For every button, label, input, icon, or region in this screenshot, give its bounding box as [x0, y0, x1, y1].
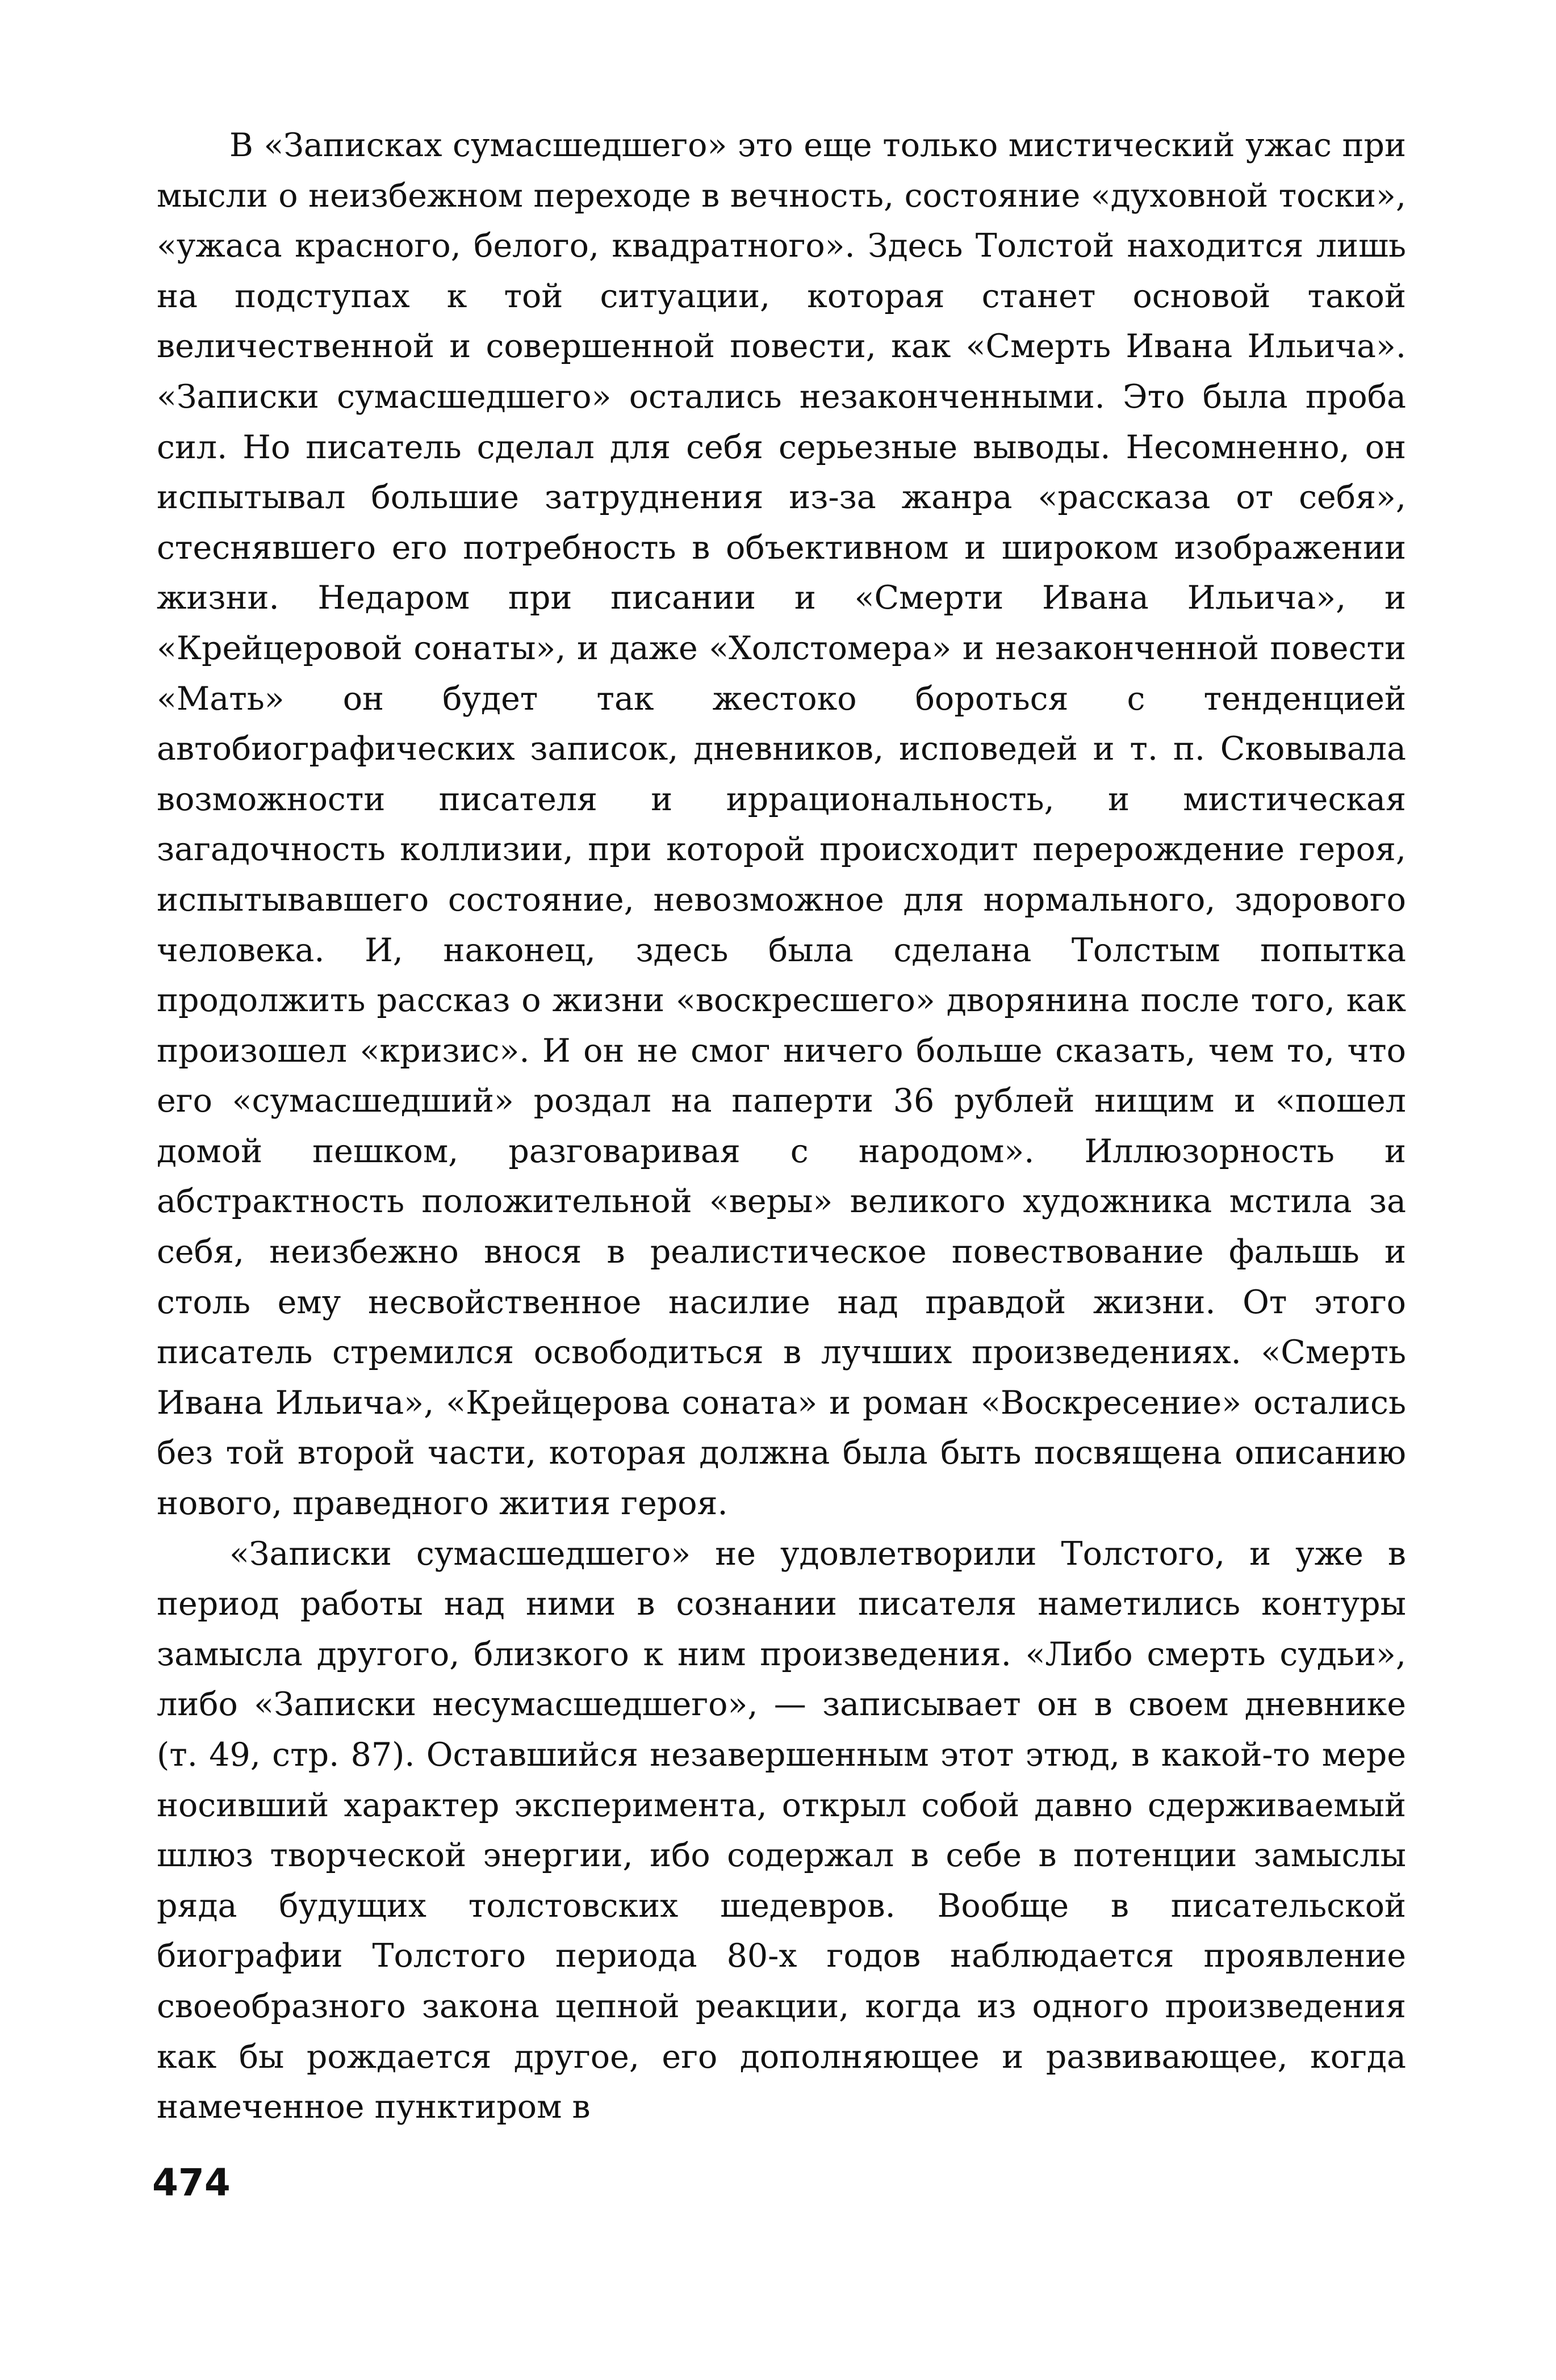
paragraph-2: «Записки сумасшедшего» не удовлетворили Толстого, и уже в период работы над ними в сознании писателя наметились контуры замысла другого, близкого к ним произведения. «Либо смерть судьи», либо «Записки несумасшедшего», — записывает он в своем дневнике (т. 49, стр. 87). Оставшийся незавершенным этот этюд, в какой-то мере носивший характер эксперимента, открыл собой давно сдерживаемый шлюз творческой энергии, ибо содержал в себе в потенции замыслы ряда будущих толстовских шедевров. Вообще в писательской биографии Толстого периода 80-х годов наблюдается проявление своеобразного закона цепной реакции, когда из одного произведения как бы рождается другое, его дополняющее и развивающее, когда намеченное пунктиром в: [157, 1535, 1406, 2126]
paragraph-1: В «Записках сумасшедшего» это еще только мистический ужас при мысли о неизбежном переходе в вечность, состояние «духовной тоски», «ужаса красного, белого, квадратного». Здесь Толстой находится лишь на подступах к той ситуации, которая станет основой такой величественной и совершенной повести, как «Смерть Ивана Ильича». «Записки сумасшедшего» остались незаконченными. Это была проба сил. Но писатель сделал для себя серьезные выводы. Несомненно, он испытывал большие затруднения из-за жанра «рассказа от себя», стеснявшего его потребность в объективном и широком изображении жизни. Недаром при писании и «Смерти Ивана Ильича», и «Крейцеровой сонаты», и даже «Холстомера» и незаконченной повести «Мать» он будет так жестоко бороться с тенденцией автобиографических записок, дневников, исповедей и т. п. Сковывала возможности писателя и иррациональность, и мистическая загадочность коллизии, при которой происходит перерождение героя, испытывавшего состояние, невозможное для нормального, здорового человека. И, наконец, здесь была сделана Толстым попытка продолжить рассказ о жизни «воскресшего» дворянина после того, как произошел «кризис». И он не смог ничего больше сказать, чем то, что его «сумасшедший» роздал на паперти 36 рублей нищим и «пошел домой пешком, разговаривая с народом». Иллюзорность и абстрактность положительной «веры» великого художника мстила за себя, неизбежно внося в реалистическое повествование фальшь и столь ему несвойственное насилие над правдой жизни. От этого писатель стремился освободиться в лучших произведениях. «Смерть Ивана Ильича», «Крейцерова соната» и роман «Воскресение» остались без той второй части, которая должна была быть посвящена описанию нового, праведного жития героя.: [157, 127, 1406, 1523]
page-number: 474: [152, 2161, 231, 2205]
body-text: [157, 120, 1406, 2132]
